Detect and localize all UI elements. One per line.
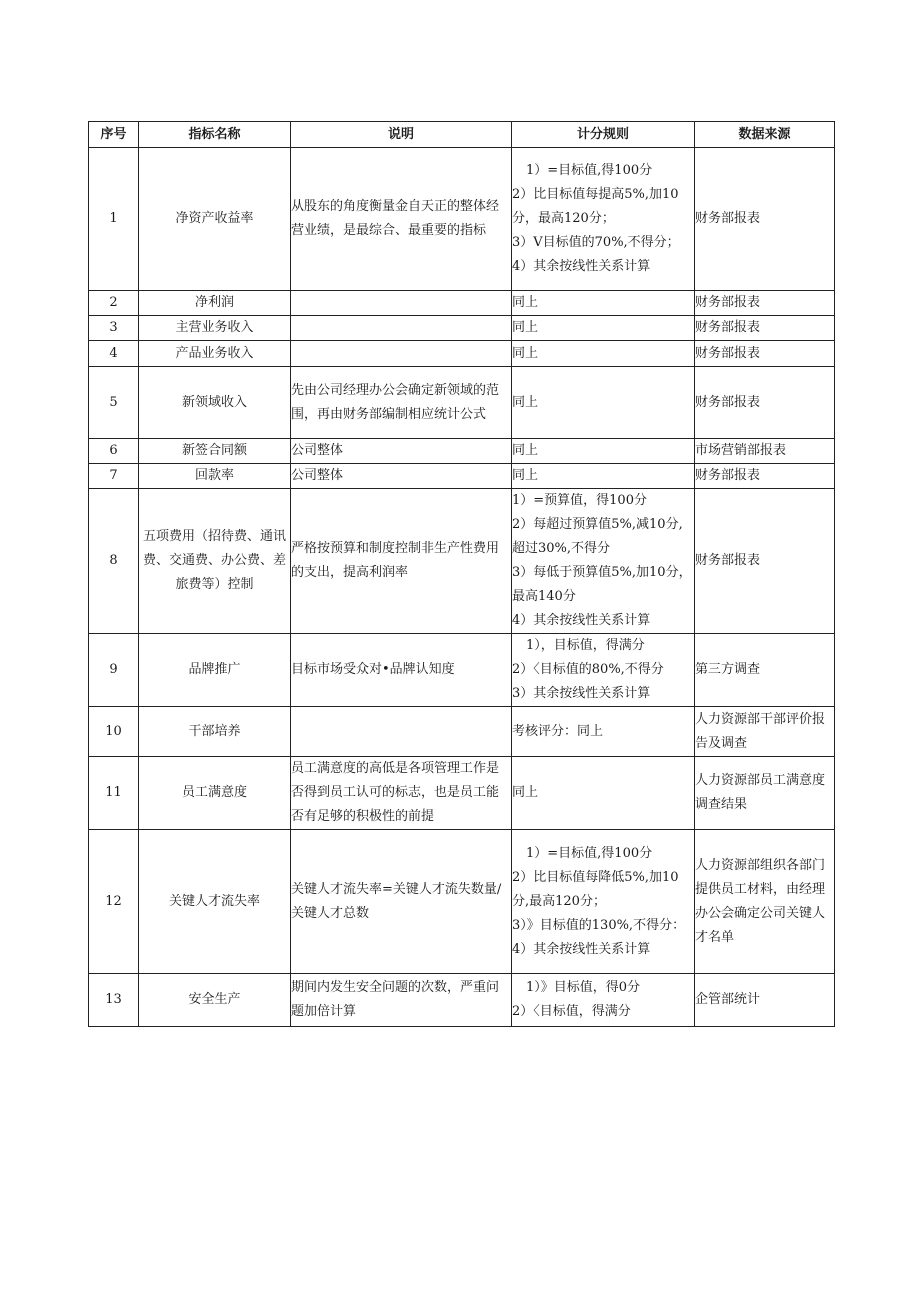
row-number: 4: [89, 341, 139, 367]
indicator-name: 回款率: [139, 464, 291, 489]
scoring-rule-line: 2）比目标值每提高5%,加10分，最高120分；: [512, 187, 679, 226]
scoring-rule-line: 2）〈目标值，得满分: [512, 1004, 631, 1019]
scoring-rule-line: 3）其余按线性关系计算: [512, 686, 651, 701]
scoring-rule-line: 同上: [512, 295, 539, 310]
table-row: [89, 341, 835, 367]
data-source: 财务部报表: [695, 464, 835, 489]
indicator-description: [291, 341, 512, 367]
indicator-description: 从股东的角度衡量金自天正的整体经营业绩，是最综合、最重要的指标: [291, 148, 512, 291]
data-source: 市场营销部报表: [695, 439, 835, 464]
table-row: [89, 974, 835, 1027]
data-source: 财务部报表: [695, 341, 835, 367]
scoring-rule-line: 1）=目标值,得100分: [526, 845, 653, 861]
header-name: 指标名称: [139, 122, 291, 148]
row-number: 13: [89, 974, 139, 1027]
row-number: 11: [89, 757, 139, 830]
scoring-rule-line: 同上: [512, 394, 539, 410]
scoring-rule-line: 同上: [512, 468, 539, 483]
row-number: 8: [89, 489, 139, 634]
row-number: 12: [89, 830, 139, 974]
scoring-rule: [512, 341, 695, 367]
scoring-rule-line: 4）其余按线性关系计算: [512, 259, 651, 274]
data-source: 财务部报表: [695, 367, 835, 439]
indicator-description: [291, 291, 512, 316]
scoring-rule-line: 同上: [512, 785, 539, 800]
indicator-name: 净资产收益率: [139, 148, 291, 291]
indicator-name: 安全生产: [139, 974, 291, 1027]
table-row: [89, 367, 835, 439]
scoring-rule-line: 3）V目标值的70%,不得分；: [512, 235, 680, 250]
data-source: 财务部报表: [695, 148, 835, 291]
indicator-name: 净利润: [139, 291, 291, 316]
indicator-name: 关键人才流失率: [139, 830, 291, 974]
scoring-rule: [512, 974, 695, 1027]
indicator-description: 公司整体: [291, 464, 512, 489]
row-number: 9: [89, 634, 139, 707]
data-source: 财务部报表: [695, 489, 835, 634]
indicator-name: 干部培养: [139, 707, 291, 757]
scoring-rule: [512, 148, 695, 291]
scoring-rule-line: 4）其余按线性关系计算: [512, 613, 651, 628]
scoring-rule-line: 同上: [512, 320, 539, 335]
scoring-rule: [512, 439, 695, 464]
table-row: [89, 634, 835, 707]
row-number: 6: [89, 439, 139, 464]
indicator-description: [291, 707, 512, 757]
row-number: 3: [89, 316, 139, 341]
table-row: [89, 757, 835, 830]
data-source: 人力资源部组织各部门提供员工材料，由经理办公会确定公司关键人才名单: [695, 830, 835, 974]
indicator-name: 新签合同额: [139, 439, 291, 464]
scoring-rule: [512, 634, 695, 707]
scoring-rule-line: 4）其余按线性关系计算: [512, 941, 651, 957]
indicator-description: 目标市场受众对•品牌认知度: [291, 634, 512, 707]
header-no: 序号: [89, 122, 139, 148]
data-source: 人力资源部员工满意度调查结果: [695, 757, 835, 830]
scoring-rule-line: 考核评分：同上: [512, 723, 604, 739]
indicator-name: 员工满意度: [139, 757, 291, 830]
table-row: [89, 830, 835, 974]
data-source: 财务部报表: [695, 291, 835, 316]
header-desc: 说明: [291, 122, 512, 148]
kpi-table: [88, 121, 835, 1027]
data-source: 第三方调查: [695, 634, 835, 707]
table-row: [89, 707, 835, 757]
table-header-row: [89, 122, 835, 148]
indicator-description: 严格按预算和制度控制非生产性费用的支出，提高利润率: [291, 489, 512, 634]
scoring-rule-line: 1）》目标值，得0分: [526, 980, 641, 995]
indicator-description: 先由公司经理办公会确定新领域的范围，再由财务部编制相应统计公式: [291, 367, 512, 439]
indicator-description: 公司整体: [291, 439, 512, 464]
header-source: 数据来源: [695, 122, 835, 148]
indicator-name: 五项费用（招待费、通讯费、交通费、办公费、差旅费等）控制: [139, 489, 291, 634]
row-number: 10: [89, 707, 139, 757]
scoring-rule-line: 3）》目标值的130%,不得分：: [512, 917, 686, 933]
scoring-rule-line: 1）=目标值,得100分: [526, 163, 653, 178]
data-source: 财务部报表: [695, 316, 835, 341]
indicator-description: 期间内发生安全问题的次数，严重问题加倍计算: [291, 974, 512, 1027]
header-rule: 计分规则: [512, 122, 695, 148]
row-number: 5: [89, 367, 139, 439]
scoring-rule: [512, 367, 695, 439]
scoring-rule: [512, 489, 695, 634]
indicator-name: 主营业务收入: [139, 316, 291, 341]
table-row: [89, 316, 835, 341]
indicator-name: 新领域收入: [139, 367, 291, 439]
scoring-rule: [512, 464, 695, 489]
row-number: 1: [89, 148, 139, 291]
row-number: 7: [89, 464, 139, 489]
scoring-rule-line: 1），目标值，得满分: [526, 638, 645, 653]
table-row: [89, 489, 835, 634]
scoring-rule: [512, 316, 695, 341]
indicator-description: 关键人才流失率=关键人才流失数量/关键人才总数: [291, 830, 512, 974]
scoring-rule-line: 2）〈目标值的80%,不得分: [512, 662, 664, 677]
scoring-rule: [512, 830, 695, 974]
scoring-rule-line: 同上: [512, 443, 539, 458]
row-number: 2: [89, 291, 139, 316]
data-source: 企管部统计: [695, 974, 835, 1027]
data-source: 人力资源部干部评价报告及调查: [695, 707, 835, 757]
table-row: [89, 464, 835, 489]
scoring-rule-line: 2）比目标值每降低5%,加10分,最高120分；: [512, 869, 679, 909]
scoring-rule: [512, 291, 695, 316]
indicator-description: [291, 316, 512, 341]
scoring-rule-line: 同上: [512, 345, 539, 361]
indicator-description: 员工满意度的高低是各项管理工作是否得到员工认可的标志，也是员工能否有足够的积极性的前提: [291, 757, 512, 830]
scoring-rule: [512, 707, 695, 757]
table-row: [89, 439, 835, 464]
table-row: [89, 148, 835, 291]
indicator-name: 品牌推广: [139, 634, 291, 707]
scoring-rule-line: 3）每低于预算值5%,加10分，最高140分: [512, 565, 692, 604]
scoring-rule-line: 1）=预算值，得100分: [512, 493, 647, 508]
scoring-rule: [512, 757, 695, 830]
indicator-name: 产品业务收入: [139, 341, 291, 367]
table-body: [89, 148, 835, 1027]
table-row: [89, 291, 835, 316]
scoring-rule-line: 2）每超过预算值5%,减10分,超过30%,不得分: [512, 517, 683, 556]
